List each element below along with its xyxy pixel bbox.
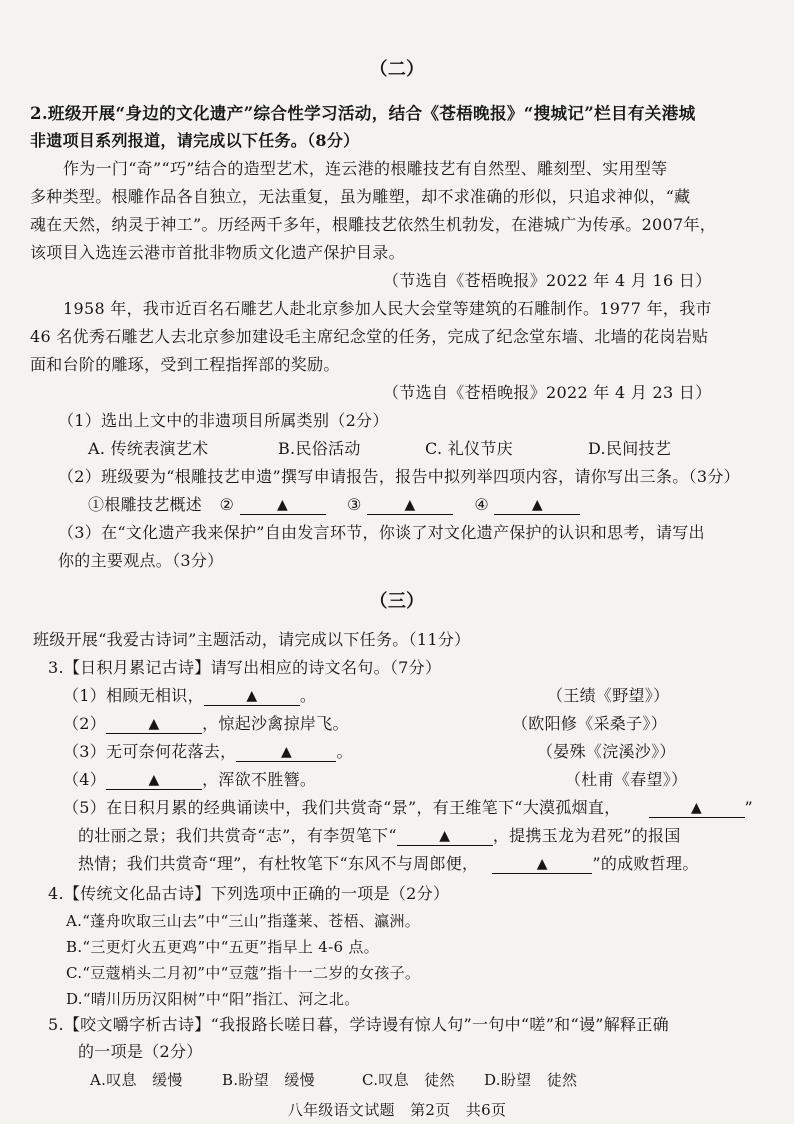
sub-q2-items	[88, 495, 580, 515]
q5-option-b: B.盼望 缓慢	[222, 1071, 315, 1089]
sub-q2-blank-2[interactable]	[240, 496, 326, 515]
sub-q1-option-c: C. 礼仪节庆	[425, 439, 513, 458]
q3-item-5-line-3: 热情；我们共赏奇“理”，有杜牧笔下“东风不与周郎便， ▲ ”的成败哲理。	[78, 854, 699, 873]
section-3-intro: 班级开展“我爱古诗词”主题活动，请完成以下任务。（11分）	[33, 630, 471, 649]
q5-option-a: A.叹息 缓慢	[90, 1071, 183, 1089]
q3-item-2-source: （欧阳修《采桑子》）	[512, 714, 668, 733]
q3-3-blank[interactable]	[236, 743, 336, 762]
q5-option-c: C.叹息 徒然	[362, 1071, 455, 1089]
sub-q2-num-2: ②	[219, 495, 235, 514]
q3-item-2: （2） ▲ ，惊起沙禽掠岸飞。	[63, 714, 349, 733]
passage-1-line-4: 该项目入选连云港市首批非物质文化遗产保护目录。	[30, 243, 405, 262]
section-2-heading: （二）	[369, 59, 425, 80]
q4-stem: 4.【传统文化品古诗】下列选项中正确的一项是（2分）	[48, 884, 450, 903]
answer-mark-icon: ▲	[690, 800, 703, 816]
q3-item-3: （3）无可奈何花落去， ▲ 。	[63, 742, 353, 761]
passage-2-line-2: 46 名优秀石雕艺人去北京参加建设毛主席纪念堂的任务，完成了纪念堂东墙、北墙的花岗岩贴	[30, 327, 709, 346]
passage-1-line-2: 多种类型。根雕作品各自独立，无法重复，虽为雕塑，却不求准确的形似，只追求神似，“藏	[30, 187, 691, 206]
q4-option-d: D.“晴川历历汉阳树”中“阳”指江、河之北。	[66, 990, 360, 1008]
section-3-heading: （三）	[369, 591, 425, 612]
passage-1-source: （节选自《苍梧晚报》2022 年 4 月 16 日）	[383, 271, 712, 290]
answer-mark-icon: ▲	[148, 716, 160, 732]
q5-stem-line-1: 5.【咬文嚼字析古诗】“我报路长嗟日暮，学诗谩有惊人句”一句中“嗟”和“谩”解释正确	[48, 1015, 669, 1034]
q3-1-blank[interactable]	[204, 687, 300, 706]
answer-mark-icon: ▲	[439, 828, 451, 844]
q3-5-blank-1[interactable]	[649, 799, 745, 818]
q2-stem-line-2: 非遗项目系列报道，请完成以下任务。（8分）	[30, 131, 360, 150]
answer-mark-icon: ▲	[280, 744, 293, 760]
page-footer: 八年级语文试题 第2页 共6页	[287, 1101, 507, 1119]
passage-1-line-1: 作为一门“奇”“巧”结合的造型艺术，连云港的根雕技艺有自然型、雕刻型、实用型等	[63, 159, 668, 178]
q5-stem-line-2: 的一项是（2分）	[78, 1042, 203, 1061]
sub-q3-line-2: 你的主要观点。（3分）	[58, 551, 224, 570]
answer-mark-icon: ▲	[404, 497, 416, 513]
sub-q1-stem: （1）选出上文中的非遗项目所属类别（2分）	[58, 411, 389, 430]
answer-mark-icon: ▲	[536, 856, 548, 872]
passage-1-line-3: 魂在天然，纳灵于神工”。历经两千多年，根雕技艺依然生机勃发，在港城广为传承。2007年，	[30, 215, 717, 234]
q3-2-blank[interactable]	[106, 715, 202, 734]
sub-q1-option-b: B.民俗活动	[278, 439, 361, 458]
q4-option-c: C.“豆蔻梢头二月初”中“豆蔻”指十一二岁的女孩子。	[66, 964, 421, 982]
answer-mark-icon: ▲	[148, 772, 160, 788]
q5-option-d: D.盼望 徒然	[484, 1071, 578, 1089]
sub-q2-blank-4[interactable]	[494, 496, 580, 515]
q3-stem: 3.【日积月累记古诗】请写出相应的诗文名句。（7分）	[48, 658, 442, 677]
q4-option-a: A.“蓬舟吹取三山去”中“三山”指蓬莱、苍梧、瀛洲。	[66, 912, 421, 930]
passage-2-line-1: 1958 年，我市近百名石雕艺人赴北京参加人民大会堂等建筑的石雕制作。1977 年，我市	[63, 299, 712, 318]
q4-option-b: B.“三更灯火五更鸡”中“五更”指早上 4-6 点。	[66, 938, 379, 956]
answer-mark-icon: ▲	[246, 688, 258, 704]
sub-q2-num-4: ④	[474, 495, 490, 514]
q3-item-5-line-1: （5）在日积月累的经典诵读中，我们共赏奇“景”，有王维笔下“大漠孤烟直， ▲ ”	[63, 798, 754, 817]
q3-5-blank-3[interactable]	[492, 855, 592, 874]
sub-q3-line-1: （3）在“文化遗产我来保护”自由发言环节，你谈了对文化遗产保护的认识和思考，请写出	[58, 523, 705, 542]
q3-item-1: （1）相顾无相识， ▲ 。	[63, 686, 317, 705]
sub-q2-num-3: ③	[346, 495, 362, 514]
q3-5-blank-2[interactable]	[397, 827, 493, 846]
sub-q1-option-d: D.民间技艺	[588, 439, 672, 458]
sub-q2-blank-3[interactable]	[367, 496, 453, 515]
q3-item-3-source: （晏殊《浣溪沙》）	[537, 742, 676, 761]
passage-2-source: （节选自《苍梧晚报》2022 年 4 月 23 日）	[383, 383, 712, 402]
passage-2-line-3: 面和台阶的雕琢，受到工程指挥部的奖励。	[30, 355, 340, 374]
q2-stem-line-1: 2.班级开展“身边的文化遗产”综合性学习活动，结合《苍梧晚报》“搜城记”栏目有关港城	[30, 103, 696, 123]
q3-item-1-source: （王绩《野望》）	[547, 686, 670, 705]
answer-mark-icon: ▲	[277, 497, 289, 513]
sub-q2-item-1: ①根雕技艺概述	[88, 495, 203, 514]
q3-item-4: （4） ▲ ，浑欲不胜簪。	[63, 770, 317, 789]
q3-item-4-source: （杜甫《春望》）	[565, 770, 688, 789]
q3-item-5-line-2: 的壮丽之景；我们共赏奇“志”，有李贺笔下“ ▲ ，提携玉龙为君死”的报国	[78, 826, 681, 845]
sub-q2-stem: （2）班级要为“根雕技艺申遗”撰写申请报告，报告中拟列举四项内容，请你写出三条。（3分）	[58, 467, 740, 486]
answer-mark-icon: ▲	[531, 497, 543, 513]
sub-q1-option-a: A. 传统表演艺术	[88, 439, 209, 458]
q3-4-blank[interactable]	[106, 771, 202, 790]
